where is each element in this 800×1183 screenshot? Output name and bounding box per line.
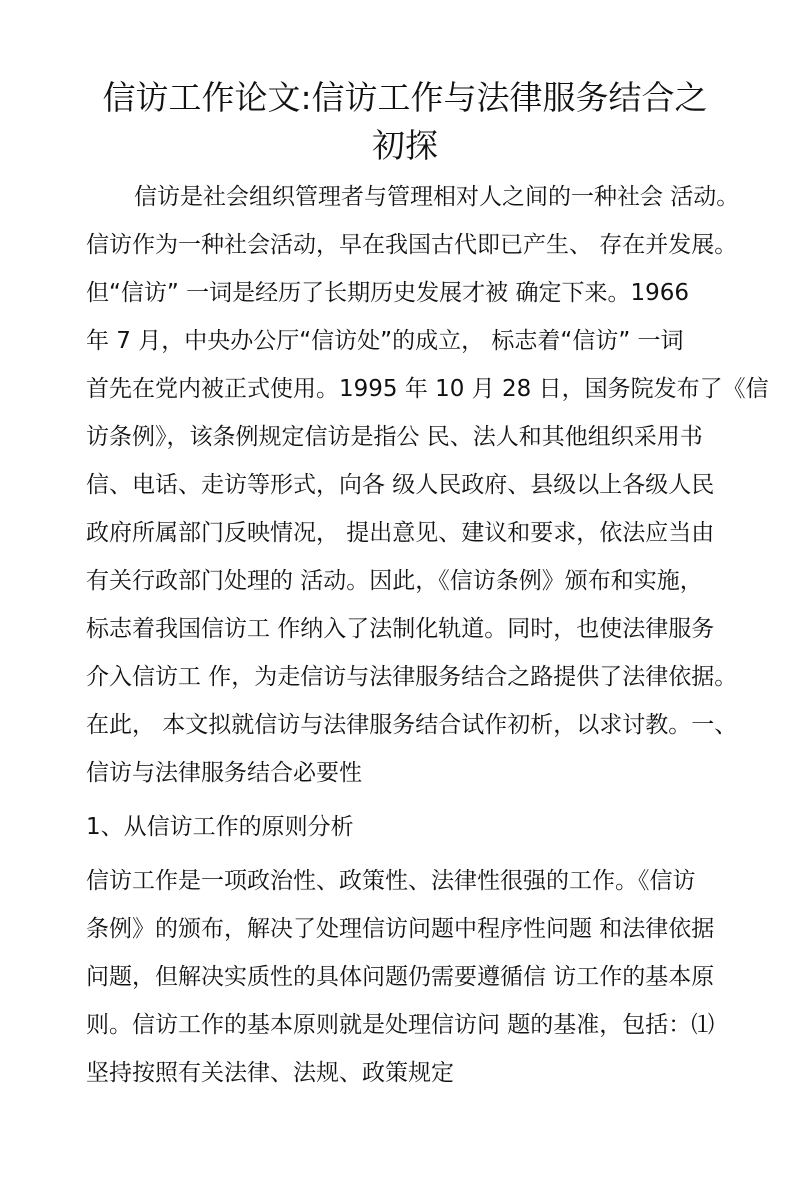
section-line: 信访工作是一项政治性、政策性、法律性很强的工作。《信访 [86, 868, 696, 894]
body-line: 介入信访工 作，为走信访与法律服务结合之路提供了法律依据。 [86, 664, 738, 690]
body-line: 信访与法律服务结合必要性 [86, 760, 362, 786]
body-line: 信访是社会组织管理者与管理相对人之间的一种社会 活动。 [134, 184, 740, 210]
body-line: 信、电话、走访等形式，向各 级人民政府、县级以上各级人民 [86, 472, 715, 498]
section-heading: 1、从信访工作的原则分析 [86, 814, 354, 840]
body-line: 信访作为一种社会活动，早在我国古代即已产生、 存在并发展。 [86, 232, 738, 258]
body-line: 但“信访” 一词是经历了长期历史发展才被 确定下来。1966 [86, 280, 689, 306]
section-line: 条例》的颁布，解决了处理信访问题中程序性问题 和法律依据 [86, 916, 715, 942]
title-line-2: 初探 [372, 126, 438, 165]
title-line-1: 信访工作论文:信访工作与法律服务结合之 [102, 78, 708, 117]
section-line: 则。信访工作的基本原则就是处理信访问 题的基准，包括：⑴ [86, 1012, 715, 1038]
document-title [60, 74, 750, 170]
section-line: 问题，但解决实质性的具体问题仍需要遵循信 访工作的基本原 [86, 964, 715, 990]
body-line: 政府所属部门反映情况， 提出意见、建议和要求，依法应当由 [86, 520, 715, 546]
section-line: 坚持按照有关法律、法规、政策规定 [86, 1060, 454, 1086]
body-line: 访条例》，该条例规定信访是指公 民、法人和其他组织采用书 [86, 424, 703, 450]
body-line: 年 7 月，中央办公厅“信访处”的成立， 标志着“信访” 一词 [86, 328, 684, 354]
body-line: 有关行政部门处理的 活动。因此，《信访条例》颁布和实施， [86, 568, 703, 594]
body-line: 在此， 本文拟就信访与法律服务结合试作初析，以求讨教。一、 [86, 712, 738, 738]
body-line: 首先在党内被正式使用。1995 年 10 月 28 日，国务院发布了《信 [86, 376, 769, 402]
body-line: 标志着我国信访工 作纳入了法制化轨道。同时，也使法律服务 [86, 616, 715, 642]
